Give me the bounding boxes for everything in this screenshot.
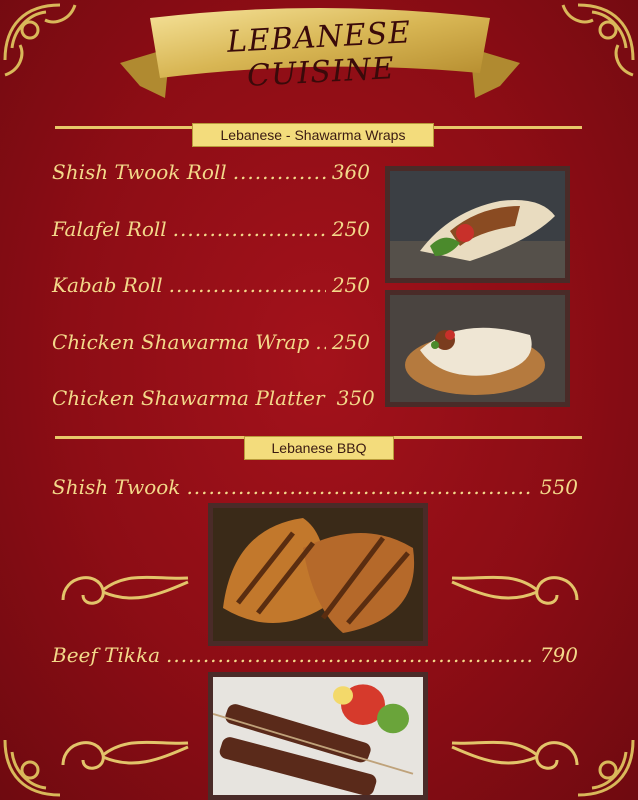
grilled-chicken-photo [208, 503, 428, 646]
beef-skewers-image [213, 677, 423, 795]
item-name: Shish Twook Roll [52, 160, 227, 184]
section-tag-shawarma: Lebanese - Shawarma Wraps [193, 124, 433, 146]
menu-item-beef-tikka [52, 643, 578, 667]
leader-dots [186, 475, 533, 499]
swirl-ornament-icon [442, 560, 582, 616]
leader-dots [315, 330, 326, 354]
item-name: Kabab Roll [52, 273, 163, 297]
item-price: 250 [331, 273, 370, 297]
swirl-ornament-icon [58, 725, 198, 781]
shawarma-plate-image [390, 295, 565, 402]
leader-dots [169, 273, 326, 297]
shawarma-wrap-photo [385, 166, 570, 283]
swirl-ornament-icon [442, 725, 582, 781]
menu-item-shish-twook-roll [52, 160, 370, 184]
section-tag-bbq: Lebanese BBQ [245, 437, 393, 459]
corner-ornament-icon [0, 0, 90, 90]
item-price: 790 [539, 643, 578, 667]
item-name: Shish Twook [52, 475, 181, 499]
shawarma-plate-photo [385, 290, 570, 407]
leader-dots [166, 643, 534, 667]
menu-item-kabab-roll [52, 273, 370, 297]
item-price: 550 [539, 475, 578, 499]
item-name: Falafel Roll [52, 217, 167, 241]
corner-ornament-icon [548, 0, 638, 90]
grilled-chicken-image [213, 508, 423, 641]
menu-item-falafel-roll [52, 217, 370, 241]
item-name: Beef Tikka [52, 643, 161, 667]
leader-dots [173, 217, 326, 241]
menu-item-chicken-shawarma-platter [52, 386, 375, 410]
item-name: Chicken Shawarma Platter [52, 386, 325, 410]
item-price: 350 [336, 386, 375, 410]
item-price: 250 [331, 330, 370, 354]
leader-dots [233, 160, 326, 184]
menu-item-shish-twook [52, 475, 578, 499]
menu-item-chicken-shawarma-wrap [52, 330, 370, 354]
beef-skewers-photo [208, 672, 428, 800]
page-title: LEBANESE CUISINE [226, 15, 412, 94]
item-price: 250 [331, 217, 370, 241]
item-name: Chicken Shawarma Wrap [52, 330, 310, 354]
shawarma-wrap-image [390, 171, 565, 278]
swirl-ornament-icon [58, 560, 198, 616]
item-price: 360 [331, 160, 370, 184]
